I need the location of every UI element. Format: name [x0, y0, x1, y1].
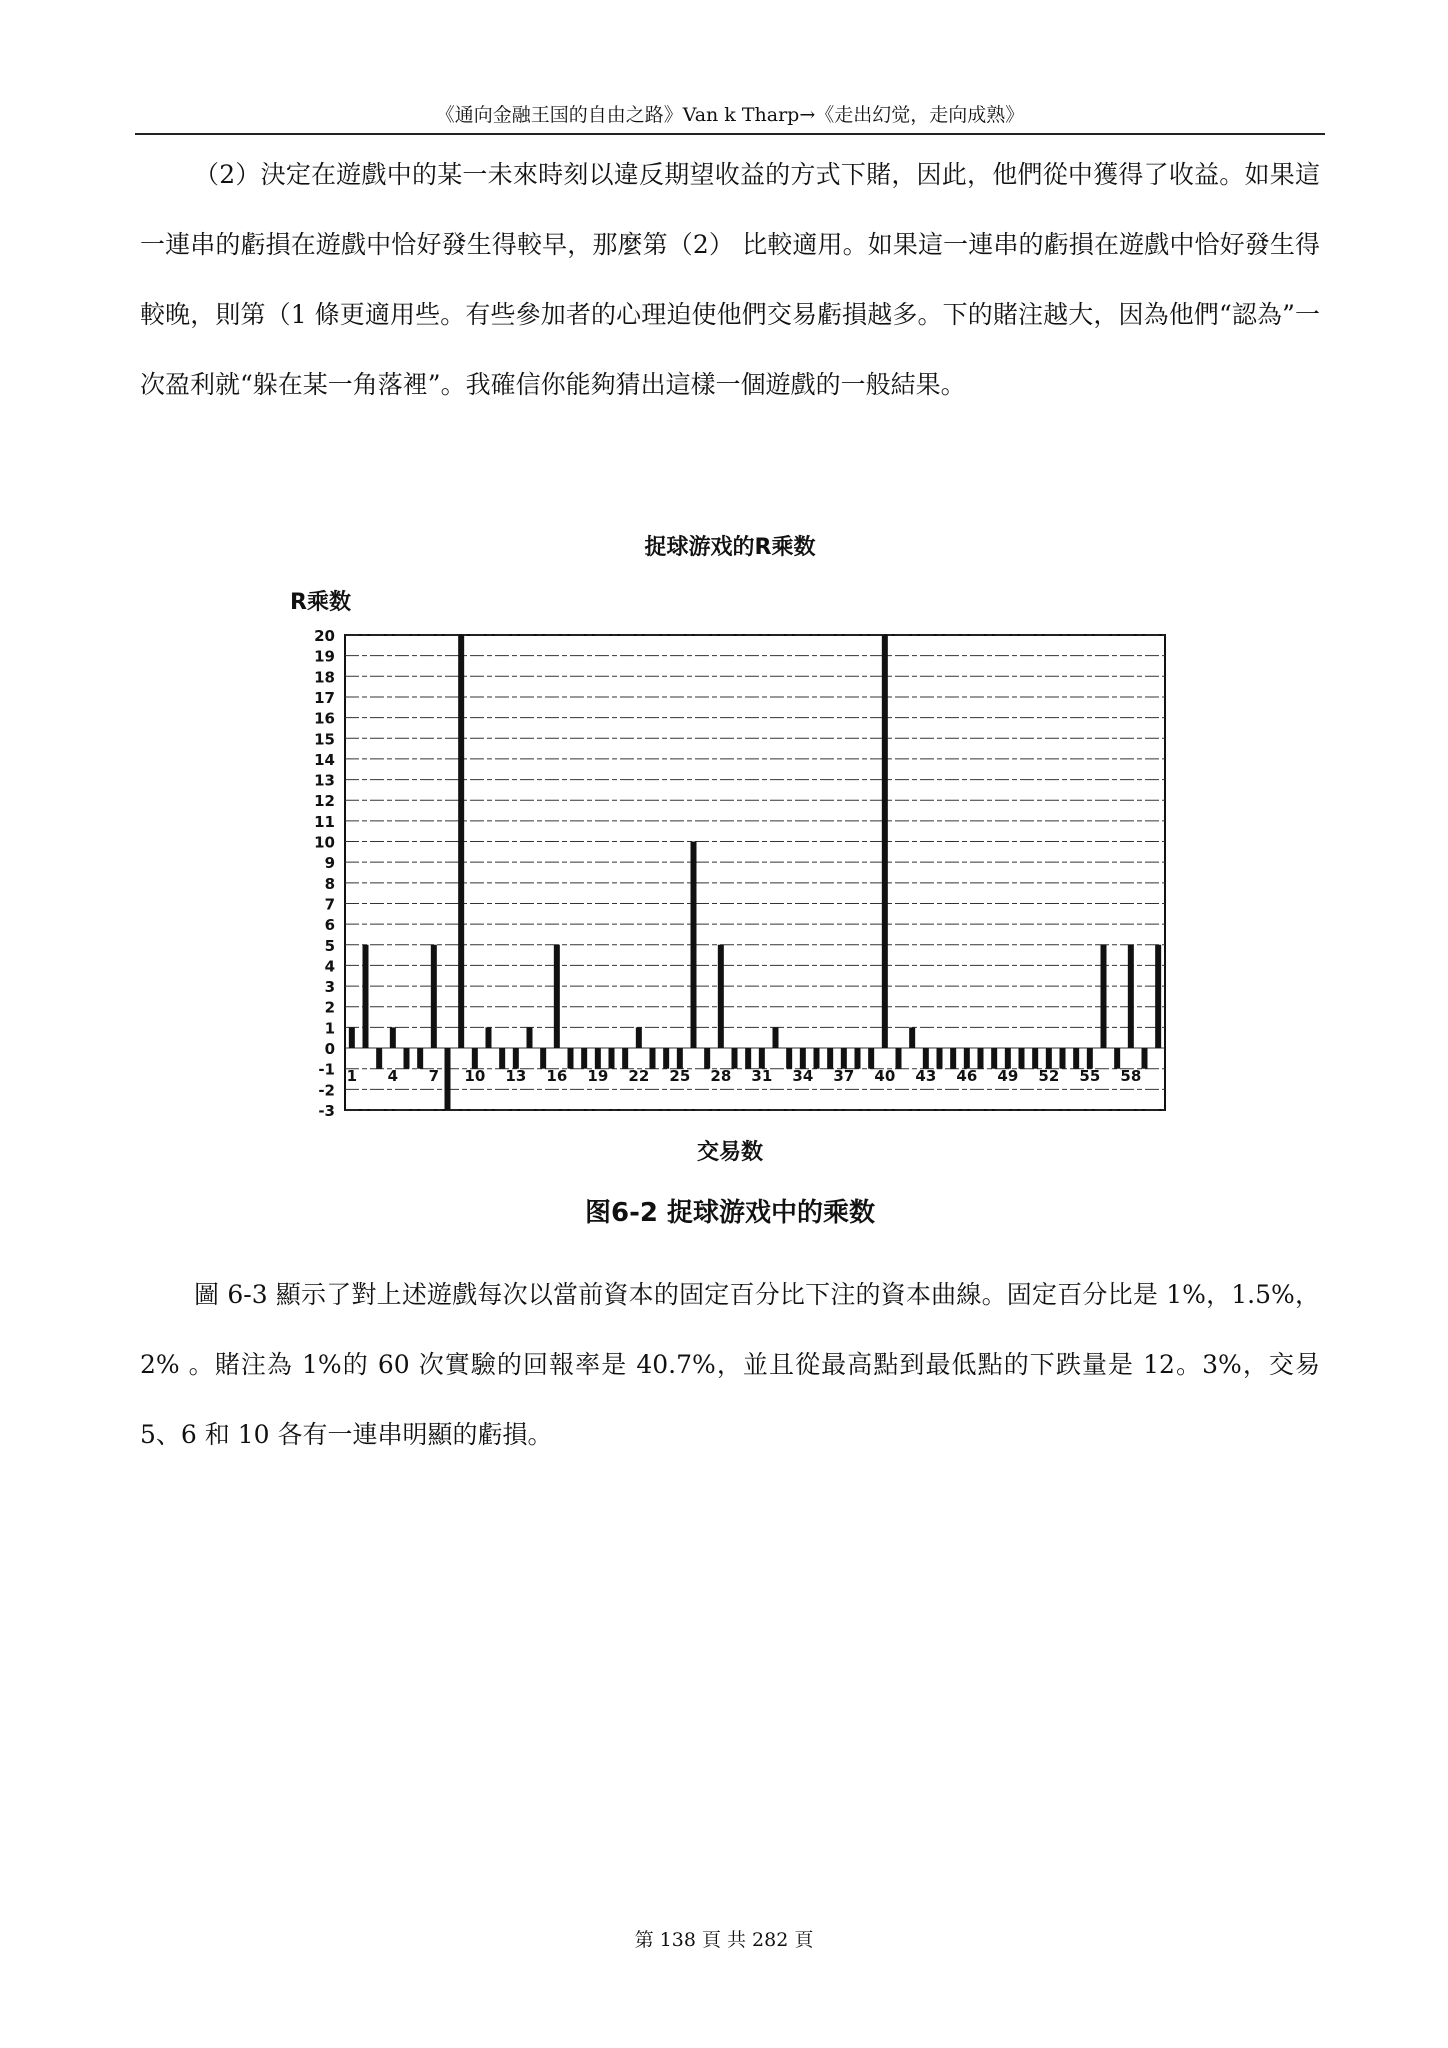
x-tick-label: 49 [997, 1067, 1019, 1086]
y-tick-label: 10 [314, 833, 335, 852]
chart-x-axis-label: 交易数 [696, 1140, 763, 1165]
x-tick-label: 37 [833, 1067, 855, 1086]
x-tick-label: 31 [751, 1067, 773, 1086]
r-multiple-bar-chart [280, 630, 1180, 1130]
running-header: 《通向金融王国的自由之路》Van k Tharp→《走出幻觉，走向成熟》 [435, 104, 1025, 126]
y-tick-label: 11 [314, 812, 335, 831]
y-tick-label: 2 [324, 998, 335, 1017]
y-tick-label: -1 [318, 1060, 335, 1079]
y-tick-label: -3 [318, 1102, 335, 1120]
y-tick-label: 19 [314, 647, 335, 666]
figure-caption: 图6-2 捉球游戏中的乘数 [584, 1198, 876, 1228]
x-tick-label: 40 [874, 1067, 896, 1086]
y-tick-label: 12 [314, 792, 335, 811]
y-tick-label: 13 [314, 771, 335, 790]
x-tick-label: 13 [505, 1067, 527, 1086]
plot-frame [345, 635, 1165, 1110]
x-tick-label: 34 [792, 1067, 814, 1086]
y-tick-label: 3 [324, 978, 335, 997]
x-tick-label: 10 [464, 1067, 486, 1086]
y-tick-label: 14 [314, 750, 335, 769]
figure [280, 530, 1180, 1230]
y-tick-label: 18 [314, 668, 335, 687]
x-tick-label: 16 [546, 1067, 568, 1086]
y-tick-label: 16 [314, 709, 335, 728]
x-tick-label: 43 [915, 1067, 937, 1086]
x-tick-label: 19 [587, 1067, 609, 1086]
page-footer: 第 138 頁 共 282 頁 [634, 1929, 814, 1951]
y-tick-label: 15 [314, 730, 335, 749]
x-tick-label: 22 [628, 1067, 650, 1086]
body-paragraph-2: 圖 6-3 顯示了對上述遊戲每次以當前資本的固定百分比下注的資本曲線。固定百分比是 1%，1.5%，2% 。賭注為 1%的 60 次實驗的回報率是 40.7%，並且從最高點到最低點的下跌量是 12。3%，交易 5、6 和 10 各有一連串明顯的虧損。 [140, 1280, 1320, 1449]
y-tick-label: 9 [324, 854, 335, 873]
chart-title: 捉球游戏的R乘数 [644, 535, 816, 560]
y-tick-label: 6 [324, 916, 335, 935]
y-tick-label: 1 [324, 1019, 335, 1038]
header-rule [135, 133, 1325, 135]
y-tick-label: 5 [324, 936, 335, 955]
y-tick-label: 20 [314, 630, 335, 645]
y-tick-label: -2 [318, 1081, 335, 1100]
y-tick-label: 8 [324, 874, 335, 893]
y-tick-label: 7 [324, 895, 335, 914]
x-tick-label: 28 [710, 1067, 732, 1086]
x-tick-label: 46 [956, 1067, 978, 1086]
x-tick-label: 4 [387, 1067, 399, 1086]
x-tick-label: 58 [1120, 1067, 1142, 1086]
x-tick-label: 55 [1079, 1067, 1101, 1086]
x-tick-label: 1 [346, 1067, 358, 1086]
x-tick-label: 25 [669, 1067, 691, 1086]
x-tick-label: 7 [428, 1067, 440, 1086]
body-paragraph-1: （2）決定在遊戲中的某一未來時刻以違反期望收益的方式下賭，因此，他們從中獲得了收益。如果這一連串的虧損在遊戲中恰好發生得較早，那麼第（2） 比較適用。如果這一連串的虧損在遊戲中恰好發生得較晚，則第（1 條更適用些。有些參加者的心理迫使他們交易虧損越多。下的賭注越大，因為他們“認為”一次盈利就“躲在某一角落裡”。我確信你能夠猜出這樣一個遊戲的一般結果。 [140, 160, 1320, 399]
chart-y-axis-label: R乘数 [290, 590, 351, 615]
y-tick-label: 0 [324, 1040, 335, 1059]
y-tick-label: 17 [314, 688, 335, 707]
x-tick-label: 52 [1038, 1067, 1060, 1086]
y-tick-label: 4 [324, 957, 335, 976]
